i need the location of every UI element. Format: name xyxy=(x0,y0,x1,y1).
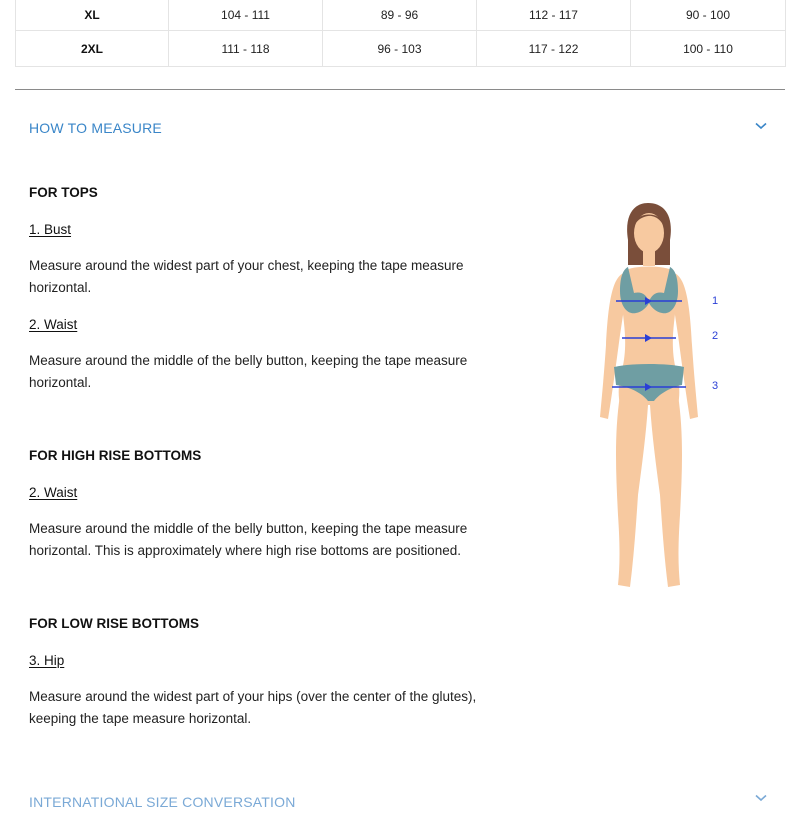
table-cell: 112 - 117 xyxy=(477,0,631,31)
chevron-down-icon xyxy=(755,122,767,130)
how-to-measure-toggle[interactable] xyxy=(15,108,785,148)
hip-instructions: Measure around the widest part of your hips (over the center of the glutes), keeping the tape measure horizontal. xyxy=(29,689,477,726)
how-to-measure-title: HOW TO MEASURE xyxy=(29,120,162,136)
bust-instructions: Measure around the widest part of your chest, keeping the tape measure horizontal. xyxy=(29,258,464,295)
measure-number-3: 3 xyxy=(712,380,719,392)
table-cell: 96 - 103 xyxy=(323,31,477,67)
table-row xyxy=(16,31,786,67)
high-rise-waist-label: 2. Waist xyxy=(29,485,78,500)
size-chart-table xyxy=(15,0,786,67)
bust-label: 1. Bust xyxy=(29,222,72,237)
table-row xyxy=(16,0,786,31)
table-cell: 111 - 118 xyxy=(169,31,323,67)
measure-number-1: 1 xyxy=(712,295,719,307)
table-cell: 90 - 100 xyxy=(631,0,786,31)
table-cell: 89 - 96 xyxy=(323,0,477,31)
tops-heading: FOR TOPS xyxy=(29,185,98,200)
size-conversion-title: INTERNATIONAL SIZE CONVERSATION xyxy=(29,794,296,810)
size-conversion-toggle[interactable] xyxy=(15,784,785,824)
size-label: XL xyxy=(16,0,169,31)
table-cell: 117 - 122 xyxy=(477,31,631,67)
hip-label: 3. Hip xyxy=(29,653,65,668)
table-cell: 104 - 111 xyxy=(169,0,323,31)
body-measurement-illustration xyxy=(590,195,730,595)
high-rise-heading: FOR HIGH RISE BOTTOMS xyxy=(29,448,202,463)
measure-number-2: 2 xyxy=(712,330,719,342)
size-label: 2XL xyxy=(16,31,169,67)
chevron-down-icon xyxy=(755,794,767,802)
low-rise-heading: FOR LOW RISE BOTTOMS xyxy=(29,616,199,631)
high-rise-waist-instructions: Measure around the middle of the belly button, keeping the tape measure horizontal. This is approximately where high rise bottoms are positioned. xyxy=(29,521,468,558)
section-divider xyxy=(15,89,785,90)
waist-instructions: Measure around the middle of the belly button, keeping the tape measure horizontal. xyxy=(29,353,468,390)
table-cell: 100 - 110 xyxy=(631,31,786,67)
waist-label: 2. Waist xyxy=(29,317,78,332)
